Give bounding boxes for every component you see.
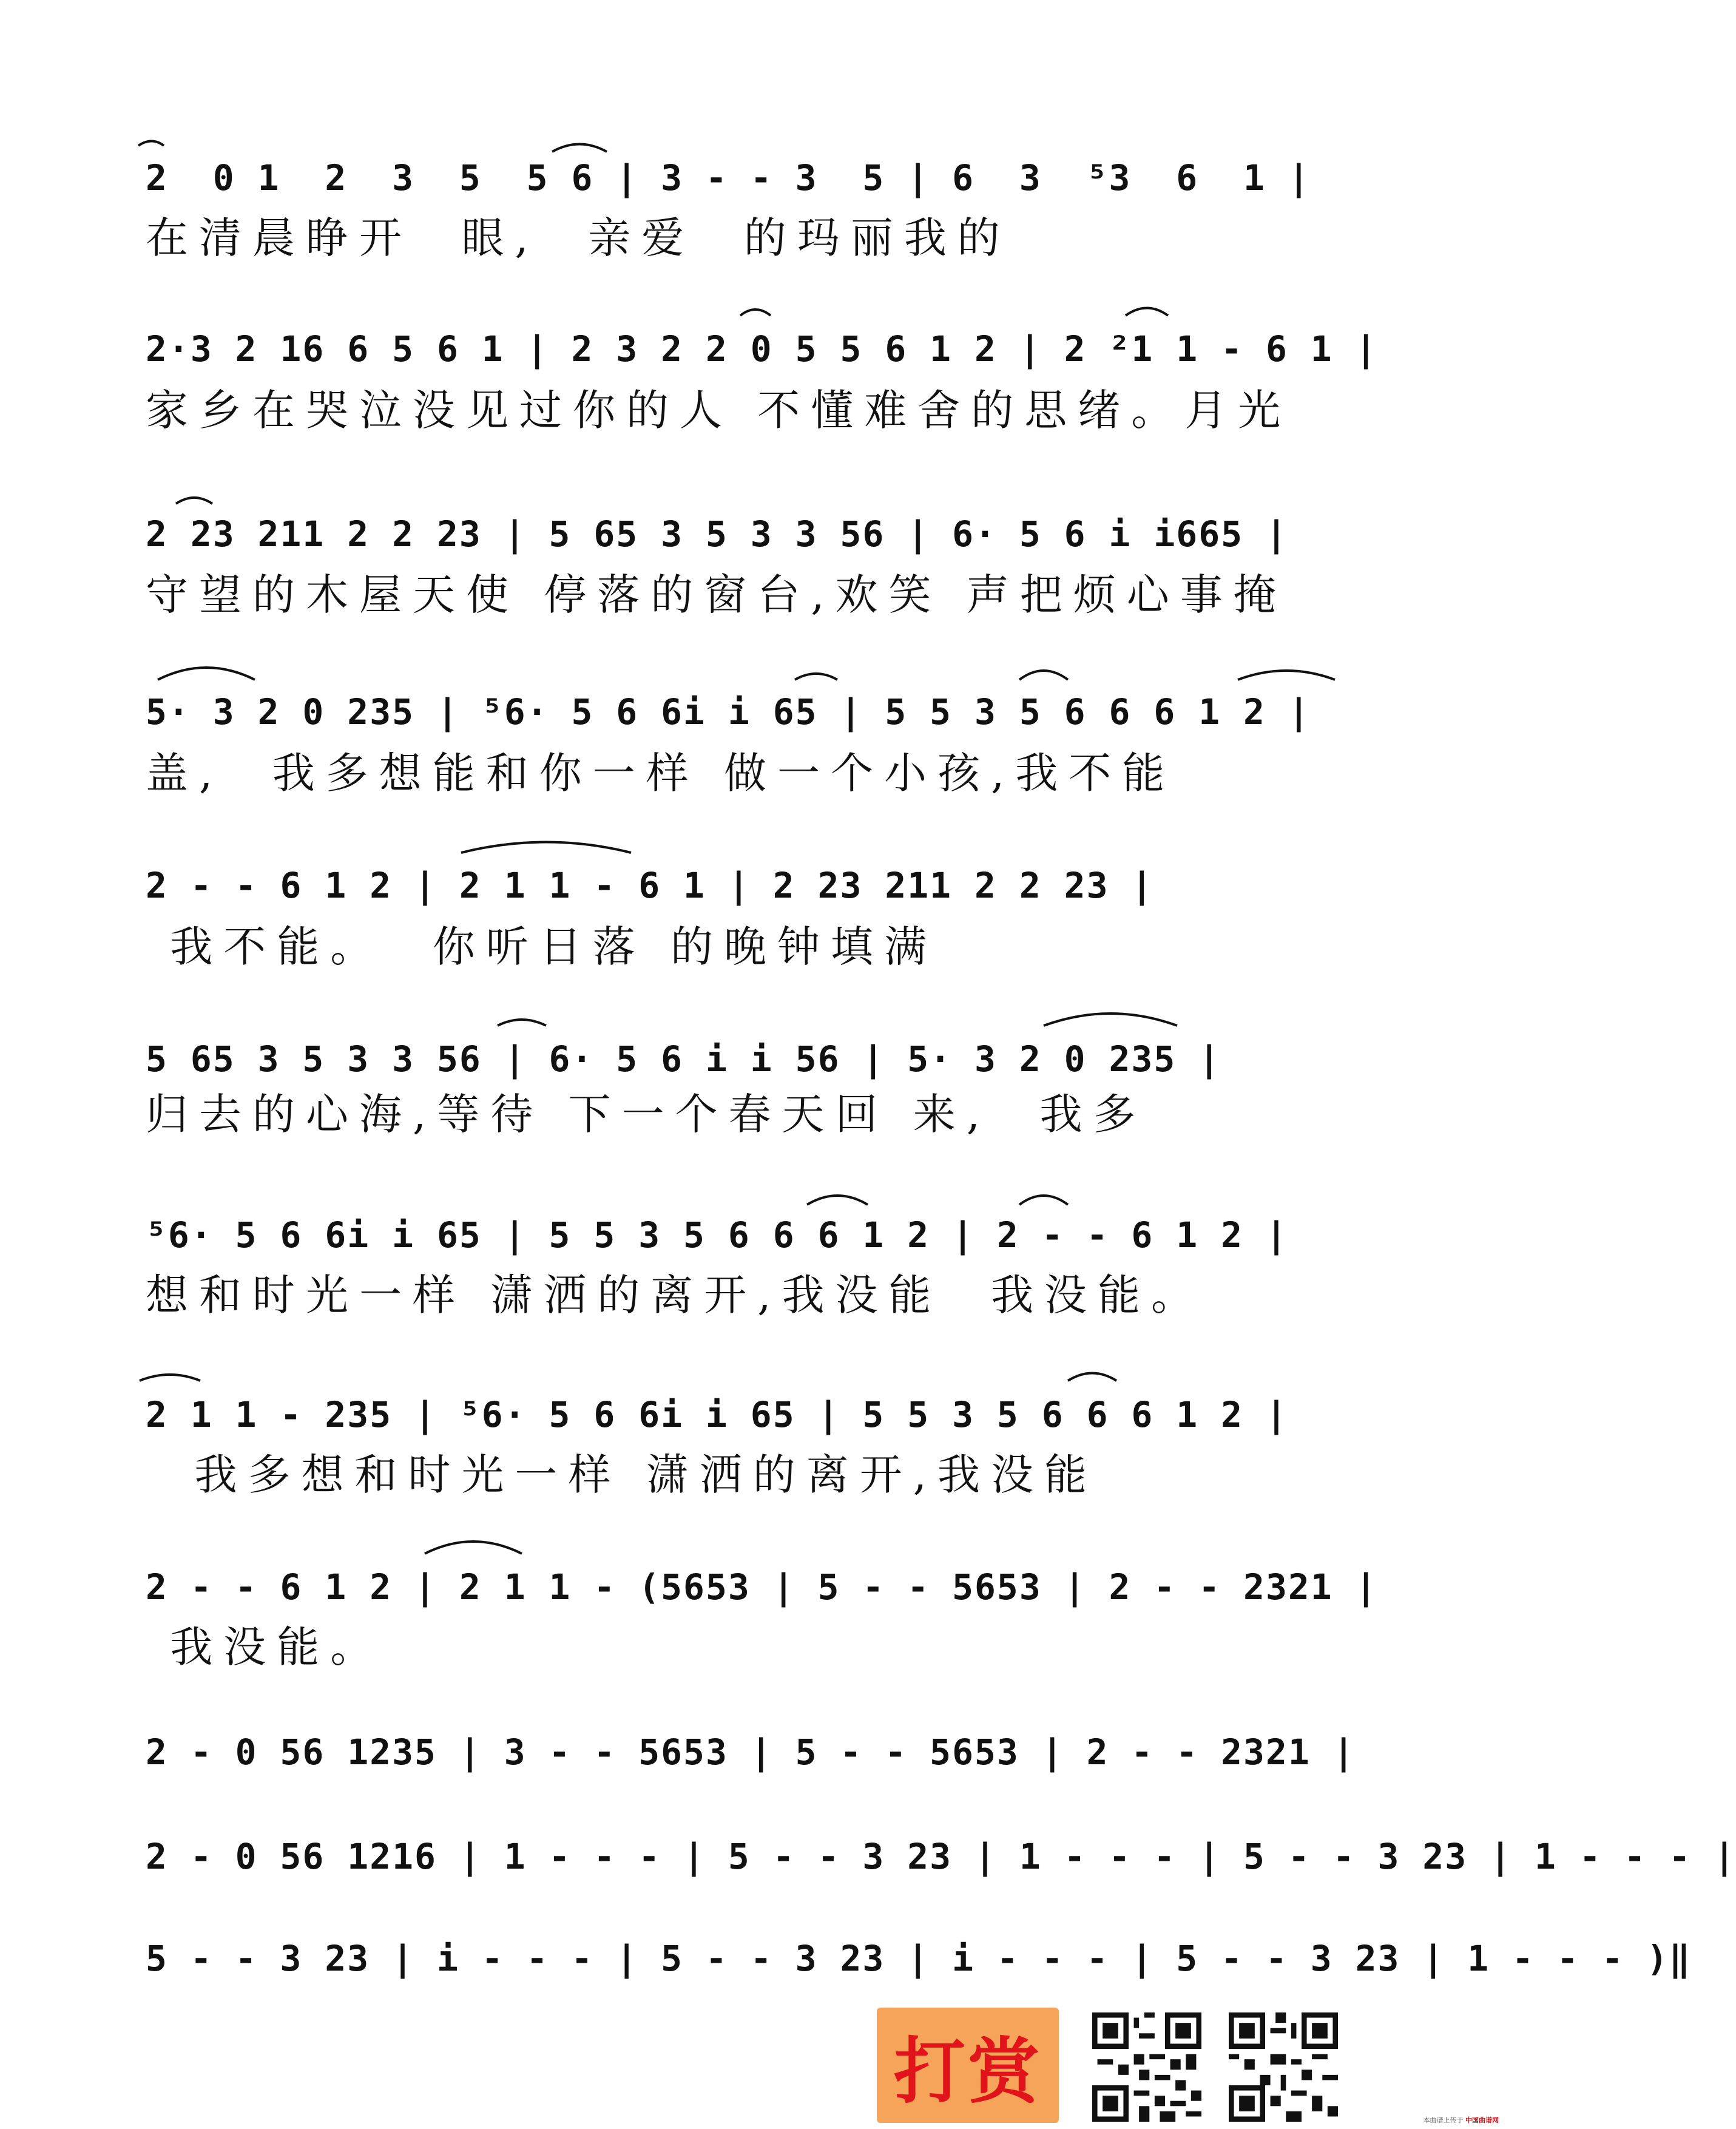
notation-line: 5 65 3 5 3 3 56 | 6· 5 6 i i 56 | 5· 3 2 0 235 | (146, 1038, 1221, 1080)
lyric-line: 家乡在哭泣没见过你的人 不懂难舍的思绪。月光 (146, 385, 1292, 435)
lyric-line: 在清晨睁开 眼, 亲爱 的玛丽我的 (146, 213, 1011, 263)
lyric-line: 想和时光一样 潇洒的离开,我没能 我没能。 (146, 1270, 1205, 1320)
lyric-line: 盖, 我多想能和你一样 做一个小孩,我不能 (146, 748, 1176, 798)
lyric-line: 归去的心海,等待 下一个春天回 来, 我多 (146, 1089, 1147, 1139)
notation-line: ⁵6· 5 6 6i i 65 | 5 5 3 5 6 6 6 1 2 | 2 - - 6 1 2 | (146, 1214, 1288, 1256)
lyric-line: 守望的木屋天使 停落的窗台,欢笑 声把烦心事掩 (146, 570, 1287, 620)
notation-line: 2 - - 6 1 2 | 2 1 1 - 6 1 | 2 23 211 2 2 23 | (146, 865, 1154, 906)
lyric-line: 我不能。 你听日落 的晚钟填满 (146, 922, 938, 972)
notation-line: 2·3 2 16 6 5 6 1 | 2 3 2 2 0 5 5 6 1 2 | 2 ²1 1 - 6 1 | (146, 328, 1378, 370)
credit-site[interactable]: 中国曲谱网 (1465, 2116, 1499, 2124)
notation-line: 2 - 0 56 1235 | 3 - - 5653 | 5 - - 5653 | 2 - - 2321 | (146, 1731, 1356, 1773)
notation-line: 2 0 1 2 3 5 5 6 | 3 - - 3 5 | 6 3 ⁵3 6 1 | (146, 157, 1311, 198)
lyric-line: 我多想和时光一样 潇洒的离开,我没能 (146, 1450, 1098, 1500)
notation-line: 2 1 1 - 235 | ⁵6· 5 6 6i i 65 | 5 5 3 5 6 6 6 1 2 | (146, 1394, 1288, 1435)
credit-prefix: 本曲谱上传于 (1423, 2116, 1464, 2124)
notation-line: 5 - - 3 23 | i - - - | 5 - - 3 23 | i - - - | 5 - - 3 23 | 1 - - - )‖ (146, 1938, 1692, 1979)
notation-line: 2 - 0 56 1216 | 1 - - - | 5 - - 3 23 | 1 - - - | 5 - - 3 23 | 1 - - - | (146, 1836, 1736, 1877)
lyric-line: 我没能。 (146, 1622, 384, 1672)
tip-button-label: 打赏 (893, 2029, 1042, 2113)
notation-line: 5· 3 2 0 235 | ⁵6· 5 6 6i i 65 | 5 5 3 5 6 6 6 1 2 | (146, 691, 1311, 733)
notation-line: 2 - - 6 1 2 | 2 1 1 - (5653 | 5 - - 5653 | 2 - - 2321 | (146, 1566, 1378, 1608)
notation-line: 2 23 211 2 2 23 | 5 65 3 5 3 3 56 | 6· 5 6 i i665 | (146, 513, 1288, 555)
tip-button[interactable] (877, 2008, 1059, 2123)
